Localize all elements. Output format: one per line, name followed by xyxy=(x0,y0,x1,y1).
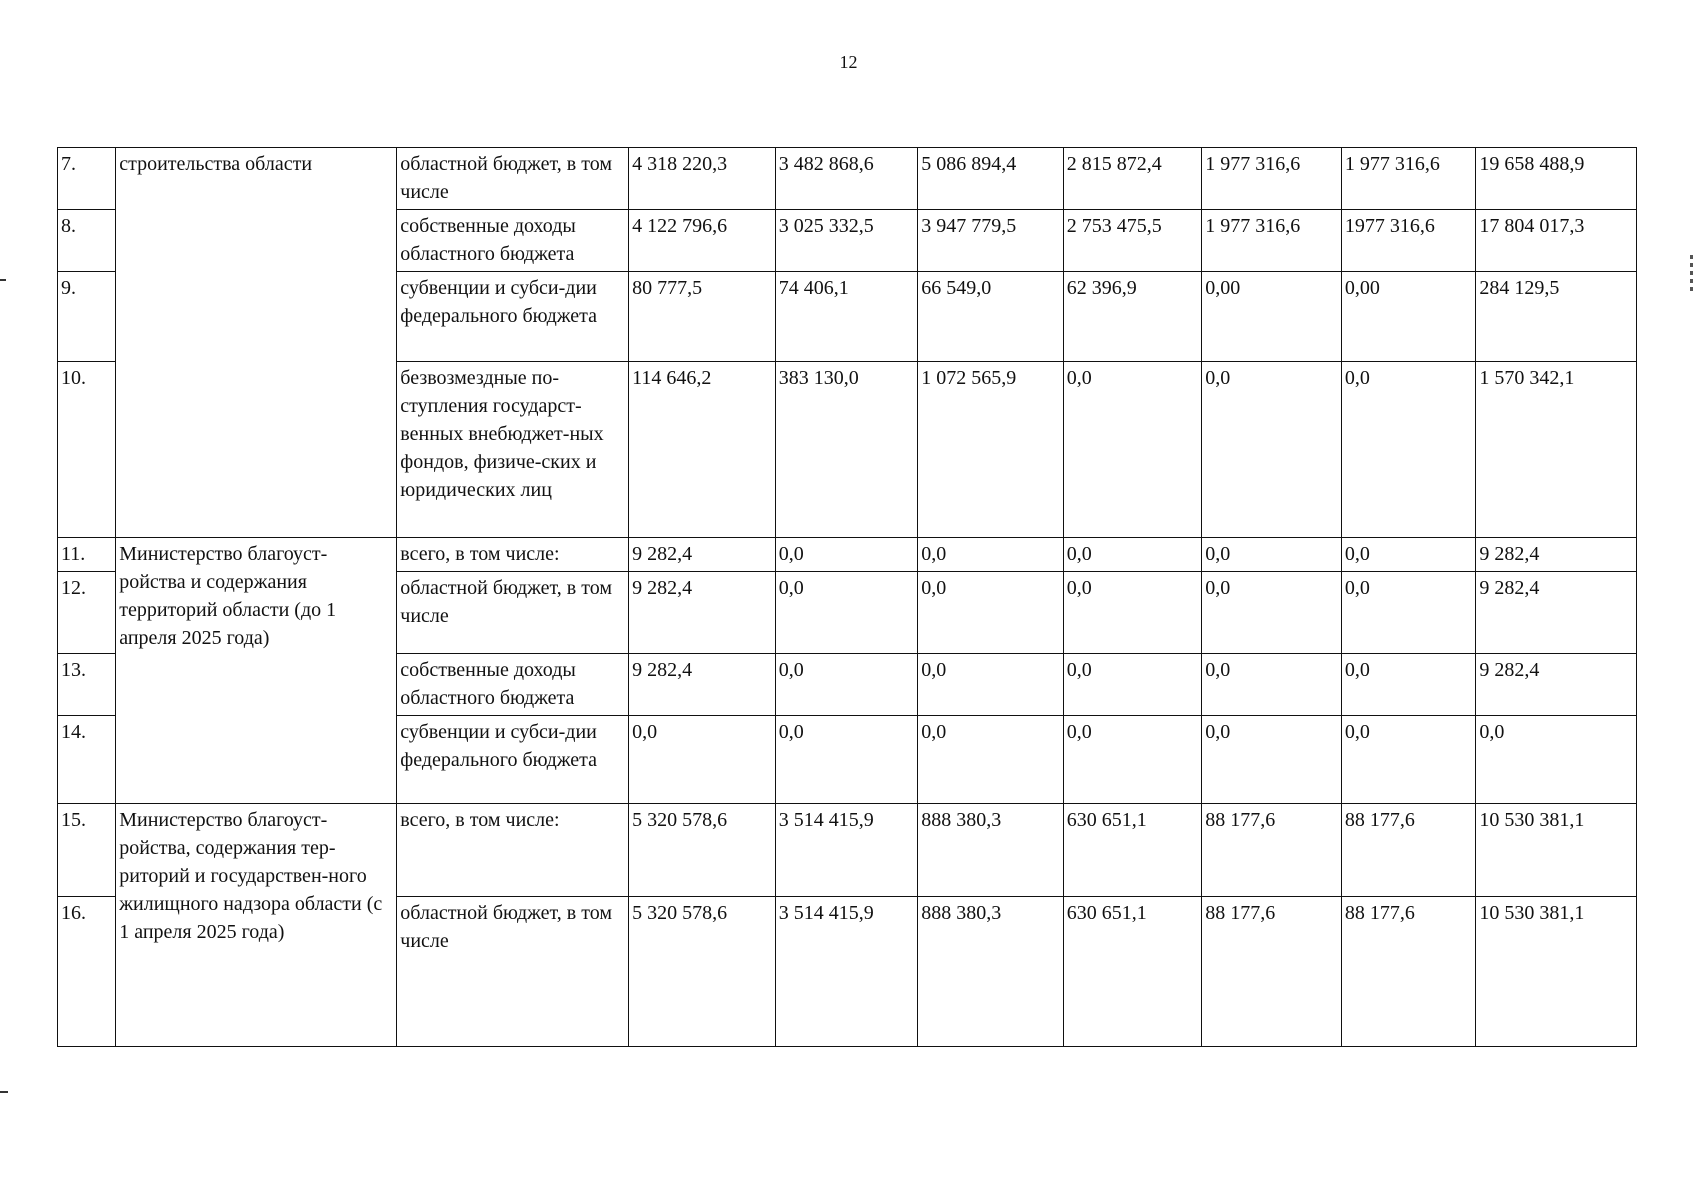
amount-cell: 0,00 xyxy=(1341,272,1476,362)
amount-cell: 88 177,6 xyxy=(1202,897,1342,1047)
page-number: 12 xyxy=(839,52,858,72)
budget-table xyxy=(57,147,1637,1047)
total-cell: 9 282,4 xyxy=(1476,654,1637,716)
total-cell: 284 129,5 xyxy=(1476,272,1637,362)
amount-cell: 88 177,6 xyxy=(1202,804,1342,897)
funding-source: субвенции и субси-дии федерального бюджета xyxy=(397,716,629,804)
amount-cell: 0,0 xyxy=(1202,538,1342,572)
amount-cell: 0,0 xyxy=(1341,716,1476,804)
row-number: 7. xyxy=(58,148,116,210)
amount-cell: 0,0 xyxy=(918,538,1064,572)
amount-cell: 9 282,4 xyxy=(629,572,776,654)
row-number: 16. xyxy=(58,897,116,1047)
funding-source: областной бюджет, в том числе xyxy=(397,897,629,1047)
amount-cell: 0,0 xyxy=(918,654,1064,716)
amount-cell: 1 072 565,9 xyxy=(918,362,1064,538)
amount-cell: 9 282,4 xyxy=(629,654,776,716)
amount-cell: 3 025 332,5 xyxy=(775,210,918,272)
row-number: 8. xyxy=(58,210,116,272)
total-cell: 1 570 342,1 xyxy=(1476,362,1637,538)
amount-cell: 0,0 xyxy=(775,654,918,716)
amount-cell: 0,0 xyxy=(775,538,918,572)
row-number: 13. xyxy=(58,654,116,716)
amount-cell: 88 177,6 xyxy=(1341,897,1476,1047)
amount-cell: 62 396,9 xyxy=(1063,272,1202,362)
table-row xyxy=(58,538,1637,572)
organization-name: строительства области xyxy=(116,148,397,538)
amount-cell: 0,0 xyxy=(1202,572,1342,654)
funding-source: собственные доходы областного бюджета xyxy=(397,654,629,716)
margin-tick-left xyxy=(0,1091,8,1093)
amount-cell: 4 318 220,3 xyxy=(629,148,776,210)
amount-cell: 74 406,1 xyxy=(775,272,918,362)
amount-cell: 3 482 868,6 xyxy=(775,148,918,210)
total-cell: 10 530 381,1 xyxy=(1476,804,1637,897)
amount-cell: 630 651,1 xyxy=(1063,804,1202,897)
amount-cell: 0,0 xyxy=(1063,716,1202,804)
row-number: 10. xyxy=(58,362,116,538)
amount-cell: 630 651,1 xyxy=(1063,897,1202,1047)
amount-cell: 5 086 894,4 xyxy=(918,148,1064,210)
total-cell: 17 804 017,3 xyxy=(1476,210,1637,272)
total-cell: 19 658 488,9 xyxy=(1476,148,1637,210)
amount-cell: 1977 316,6 xyxy=(1341,210,1476,272)
amount-cell: 0,0 xyxy=(1063,362,1202,538)
amount-cell: 2 753 475,5 xyxy=(1063,210,1202,272)
amount-cell: 0,0 xyxy=(775,572,918,654)
amount-cell: 3 514 415,9 xyxy=(775,897,918,1047)
amount-cell: 0,0 xyxy=(1341,362,1476,538)
amount-cell: 2 815 872,4 xyxy=(1063,148,1202,210)
amount-cell: 0,0 xyxy=(1202,716,1342,804)
amount-cell: 0,0 xyxy=(1063,538,1202,572)
amount-cell: 5 320 578,6 xyxy=(629,804,776,897)
row-number: 15. xyxy=(58,804,116,897)
amount-cell: 0,0 xyxy=(629,716,776,804)
amount-cell: 0,0 xyxy=(1341,538,1476,572)
amount-cell: 0,0 xyxy=(1063,572,1202,654)
amount-cell: 0,0 xyxy=(1063,654,1202,716)
funding-source: безвозмездные по-ступления государст-венных внебюджет-ных фондов, физиче-ских и юридических лиц xyxy=(397,362,629,538)
amount-cell: 0,0 xyxy=(1202,362,1342,538)
amount-cell: 114 646,2 xyxy=(629,362,776,538)
amount-cell: 66 549,0 xyxy=(918,272,1064,362)
total-cell: 9 282,4 xyxy=(1476,538,1637,572)
amount-cell: 1 977 316,6 xyxy=(1202,148,1342,210)
amount-cell: 5 320 578,6 xyxy=(629,897,776,1047)
funding-source: всего, в том числе: xyxy=(397,538,629,572)
funding-source: субвенции и субси-дии федерального бюджета xyxy=(397,272,629,362)
funding-source: областной бюджет, в том числе xyxy=(397,572,629,654)
amount-cell: 383 130,0 xyxy=(775,362,918,538)
amount-cell: 888 380,3 xyxy=(918,804,1064,897)
row-number: 11. xyxy=(58,538,116,572)
amount-cell: 0,0 xyxy=(1202,654,1342,716)
amount-cell: 4 122 796,6 xyxy=(629,210,776,272)
row-number: 14. xyxy=(58,716,116,804)
amount-cell: 88 177,6 xyxy=(1341,804,1476,897)
amount-cell: 9 282,4 xyxy=(629,538,776,572)
amount-cell: 3 514 415,9 xyxy=(775,804,918,897)
amount-cell: 1 977 316,6 xyxy=(1202,210,1342,272)
row-number: 9. xyxy=(58,272,116,362)
total-cell: 9 282,4 xyxy=(1476,572,1637,654)
total-cell: 10 530 381,1 xyxy=(1476,897,1637,1047)
amount-cell: 888 380,3 xyxy=(918,897,1064,1047)
amount-cell: 3 947 779,5 xyxy=(918,210,1064,272)
amount-cell: 80 777,5 xyxy=(629,272,776,362)
organization-name: Министерство благоуст-ройства и содержания территорий области (до 1 апреля 2025 года) xyxy=(116,538,397,804)
table-row xyxy=(58,804,1637,897)
margin-tick-right xyxy=(1690,255,1693,295)
funding-source: всего, в том числе: xyxy=(397,804,629,897)
amount-cell: 0,0 xyxy=(1341,654,1476,716)
funding-source: собственные доходы областного бюджета xyxy=(397,210,629,272)
margin-tick-left-upper xyxy=(0,279,6,281)
amount-cell: 0,00 xyxy=(1202,272,1342,362)
funding-source: областной бюджет, в том числе xyxy=(397,148,629,210)
row-number: 12. xyxy=(58,572,116,654)
table-row xyxy=(58,148,1637,210)
total-cell: 0,0 xyxy=(1476,716,1637,804)
organization-name: Министерство благоуст-ройства, содержания тер-риторий и государствен-ного жилищного надзора области (с 1 апреля 2025 года) xyxy=(116,804,397,1047)
amount-cell: 0,0 xyxy=(918,572,1064,654)
amount-cell: 0,0 xyxy=(775,716,918,804)
amount-cell: 1 977 316,6 xyxy=(1341,148,1476,210)
amount-cell: 0,0 xyxy=(918,716,1064,804)
amount-cell: 0,0 xyxy=(1341,572,1476,654)
